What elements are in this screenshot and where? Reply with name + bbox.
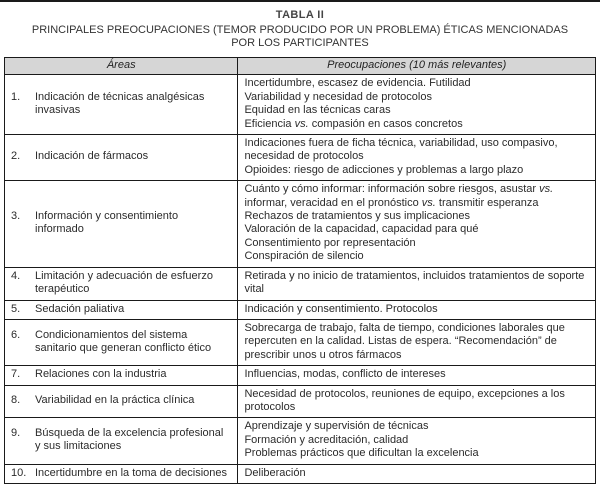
concern-item: Equidad en las técnicas caras <box>244 104 391 117</box>
area-cell <box>5 75 238 135</box>
header-row <box>5 58 596 75</box>
table-row <box>5 181 596 267</box>
table-row <box>5 366 596 385</box>
concerns-cell <box>238 300 596 319</box>
concern-item: Conspiración de silencio <box>244 250 364 263</box>
row-number: 7. <box>11 368 21 381</box>
area-label: Condicionamientos del sistema sanitario que generan conflicto ético <box>35 328 212 355</box>
table-caption-line-2: POR LOS PARTICIPANTES <box>231 37 369 49</box>
concern-item: Cuánto y cómo informar: información sobre riesgos, asustar vs. informar, veracidad en el pronóstico vs. transmitir esperanza <box>244 183 554 209</box>
concern-item: Indicación y consentimiento. Protocolos <box>244 302 438 315</box>
concern-item: Rechazos de tratamientos y sus implicaciones <box>244 210 471 223</box>
concern-item: Valoración de la capacidad, capacidad para qué <box>244 223 479 236</box>
concerns-cell <box>238 135 596 181</box>
table-row <box>5 385 596 418</box>
concerns-cell <box>238 366 596 385</box>
table-row <box>5 300 596 319</box>
concerns-table <box>4 57 596 484</box>
area-cell <box>5 464 238 483</box>
table-row <box>5 75 596 135</box>
concerns-cell <box>238 267 596 300</box>
concerns-cell <box>238 181 596 267</box>
table-caption <box>4 24 596 50</box>
table-header <box>5 58 596 75</box>
concerns-cell <box>238 319 596 365</box>
row-number: 6. <box>11 328 21 341</box>
concern-item: Formación y acreditación, calidad <box>244 433 409 446</box>
table-row <box>5 267 596 300</box>
area-cell <box>5 319 238 365</box>
area-cell <box>5 418 238 464</box>
area-label: Búsqueda de la excelencia profesional y sus limitaciones <box>35 427 224 453</box>
row-number: 3. <box>11 210 21 223</box>
area-label: Incertidumbre en la toma de decisiones <box>35 466 227 479</box>
area-cell <box>5 267 238 300</box>
row-number: 8. <box>11 394 21 407</box>
table-caption-line-1: PRINCIPALES PREOCUPACIONES (TEMOR PRODUCIDO POR UN PROBLEMA) ÉTICAS MENCIONADAS <box>31 24 569 36</box>
table-row <box>5 418 596 464</box>
column-header-areas: Áreas <box>5 58 238 75</box>
concern-item: Retirada y no inicio de tratamientos, incluidos tratamientos de soporte vital <box>244 269 585 296</box>
area-label: Relaciones con la industria <box>35 368 167 381</box>
row-number: 9. <box>11 427 21 440</box>
concerns-cell <box>238 464 596 483</box>
area-cell <box>5 385 238 418</box>
concern-item: Variabilidad y necesidad de protocolos <box>244 90 432 103</box>
table-body <box>5 75 596 484</box>
row-number: 1. <box>11 90 21 103</box>
concern-item: Influencias, modas, conflicto de intereses <box>244 368 446 381</box>
concerns-cell <box>238 75 596 135</box>
row-number: 10. <box>11 466 27 479</box>
table-number-title: TABLA II <box>275 9 325 21</box>
area-cell <box>5 300 238 319</box>
concern-item: Problemas prácticos que dificultan la excelencia <box>244 447 479 460</box>
concern-item: Necesidad de protocolos, reuniones de equipo, excepciones a los protocolos <box>244 387 565 413</box>
table-row <box>5 319 596 365</box>
concern-item: Eficiencia vs. compasión en casos concretos <box>244 117 463 130</box>
table-row <box>5 464 596 483</box>
area-label: Indicación de fármacos <box>35 150 149 163</box>
area-label: Indicación de técnicas analgésicas invasivas <box>35 90 205 117</box>
area-label: Limitación y adecuación de esfuerzo terapéutico <box>35 269 213 296</box>
concern-item: Indicaciones fuera de ficha técnica, variabilidad, uso compasivo, necesidad de protocolos <box>244 137 558 163</box>
table-row <box>5 135 596 181</box>
area-cell <box>5 181 238 267</box>
row-number: 4. <box>11 269 21 282</box>
concern-item: Aprendizaje y supervisión de técnicas <box>244 420 429 433</box>
concerns-cell <box>238 418 596 464</box>
concerns-cell <box>238 385 596 418</box>
area-label: Sedación paliativa <box>35 302 125 315</box>
area-cell <box>5 366 238 385</box>
area-cell <box>5 135 238 181</box>
concern-item: Incertidumbre, escasez de evidencia. Futilidad <box>244 77 471 90</box>
concern-item: Consentimiento por representación <box>244 236 416 249</box>
row-number: 2. <box>11 150 21 163</box>
column-header-concerns: Preocupaciones (10 más relevantes) <box>238 58 596 75</box>
area-label: Variabilidad en la práctica clínica <box>35 394 195 407</box>
concern-item: Sobrecarga de trabajo, falta de tiempo, condiciones laborales que repercuten en la calidad. Listas de espera. “Recomendación” de prescribir unos u otros fármacos <box>244 321 565 361</box>
area-label: Información y consentimiento informado <box>35 210 179 236</box>
row-number: 5. <box>11 302 21 315</box>
concern-item: Deliberación <box>244 466 306 479</box>
concern-item: Opioides: riesgo de adicciones y problemas a largo plazo <box>244 163 524 176</box>
